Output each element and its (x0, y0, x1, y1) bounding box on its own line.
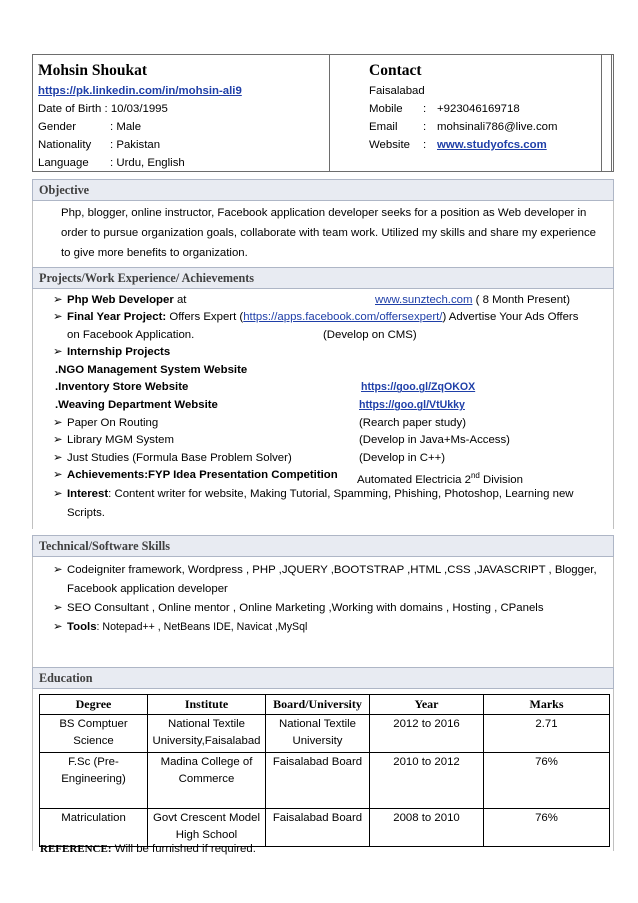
mobile-number: +923046169718 (437, 103, 520, 115)
list-item-achievements: ➢ Achievements:FYP Idea Presentation Competition Automated Electricia 2nd Division (53, 469, 523, 487)
arrow-bullet-icon: ➢ (53, 563, 63, 576)
candidate-name: Mohsin Shoukat (38, 62, 147, 79)
fyp-line-2: on Facebook Application. (Develop on CMS) (67, 328, 417, 341)
education-heading: Education (32, 667, 614, 689)
education-table (39, 694, 610, 847)
arrow-bullet-icon: ➢ (53, 294, 63, 306)
website-link[interactable]: www.studyofcs.com (437, 139, 547, 151)
personal-info (38, 60, 323, 172)
email-address: mohsinali786@live.com (437, 121, 558, 133)
city: Faisalabad (369, 85, 425, 97)
arrow-bullet-icon: ➢ (53, 620, 63, 633)
list-item-final-year-project: ➢ Final Year Project: Offers Expert (https://apps.facebook.com/offersexpert/) Advertise Your Ads Offers (33, 309, 613, 326)
arrow-bullet-icon: ➢ (53, 469, 63, 482)
frameworks-line-2: Facebook application developer (67, 582, 228, 595)
gender-row: Gender : Male (38, 121, 142, 133)
education-section (32, 689, 614, 851)
project-inventory: .Inventory Store Website https://goo.gl/ZqOKOX (33, 379, 613, 397)
table-row: Matriculation Govt Crescent Model High School Faisalabad Board 2008 to 2010 76% (40, 808, 610, 846)
linkedin-link[interactable]: https://pk.linkedin.com/in/mohsin-ali9 (38, 85, 242, 97)
objective-heading: Objective (32, 179, 614, 201)
resume-page (32, 54, 614, 851)
header-board: Board/University (266, 694, 370, 714)
contact-info (369, 60, 599, 154)
projects-section (32, 289, 614, 529)
header-border-right-outer (611, 55, 612, 171)
dob-row: Date of Birth : 10/03/1995 (38, 103, 168, 115)
offersexpert-link[interactable]: https://apps.facebook.com/offersexpert/ (243, 311, 443, 324)
header-divider (329, 55, 330, 171)
arrow-bullet-icon: ➢ (53, 346, 63, 359)
arrow-bullet-icon: ➢ (53, 311, 63, 324)
list-item-internship: ➢ Internship Projects (33, 344, 613, 361)
reference-text: Will be furnished if required. (114, 843, 256, 855)
reference-label: REFERENCE: (40, 843, 112, 855)
header-institute: Institute (148, 694, 266, 714)
list-item-tools: ➢ Tools: Notepad++ , NetBeans IDE, Navicat ,MySql (33, 618, 613, 637)
inventory-link[interactable]: https://goo.gl/ZqOKOX (361, 381, 476, 394)
mobile-row: Mobile : +923046169718 (369, 103, 520, 115)
interest-line-2: Scripts. (67, 506, 105, 519)
arrow-bullet-icon: ➢ (53, 434, 63, 447)
objective-text: Php, blogger, online instructor, Facebook application developer seeks for a position as Web developer in order to pursue organization goals, collaborate with team work. Utilized my skills and share my experience to give more benefits to organization. (61, 207, 596, 259)
header-degree: Degree (40, 694, 148, 714)
projects-heading: Projects/Work Experience/ Achievements (32, 267, 614, 289)
project-weaving: .Weaving Department Website https://goo.gl/VtUkky (33, 397, 613, 415)
table-row: BS Comptuer Science National Textile University,Faisalabad National Textile University 2012 to 2016 2.71 (40, 714, 610, 752)
project-ngo: .NGO Management System Website (55, 363, 248, 376)
nationality-row: Nationality : Pakistan (38, 139, 161, 151)
skills-heading: Technical/Software Skills (32, 535, 614, 557)
contact-title: Contact (369, 62, 422, 79)
arrow-bullet-icon: ➢ (53, 451, 63, 464)
list-item-seo: ➢ SEO Consultant , Online mentor , Online Marketing ,Working with domains , Hosting , CPanels (33, 599, 613, 618)
header-marks: Marks (484, 694, 610, 714)
list-item-routing: ➢ Paper On Routing (Rearch paper study) (33, 415, 613, 432)
sunztech-link[interactable]: www.sunztech.com (375, 294, 473, 306)
list-item-frameworks: ➢ Codeigniter framework, Wordpress , PHP ,JQUERY ,BOOTSTRAP ,HTML ,CSS ,JAVASCRIPT , Blogger, (33, 561, 613, 580)
header-box (32, 54, 614, 172)
arrow-bullet-icon: ➢ (53, 601, 63, 614)
skills-section (32, 557, 614, 659)
header-year: Year (370, 694, 484, 714)
email-row: Email : mohsinali786@live.com (369, 121, 558, 133)
website-row: Website : www.studyofcs.com (369, 139, 547, 151)
list-item-interest: ➢ Interest: Content writer for website, Making Tutorial, Spamming, Phishing, Photoshop, Learning new (33, 485, 613, 504)
table-row: F.Sc (Pre-Engineering) Madina College of Commerce Faisalabad Board 2010 to 2012 76% (40, 752, 610, 808)
list-item-just-studies: ➢ Just Studies (Formula Base Problem Solver) (Develop in C++) (33, 450, 613, 467)
reference-line (40, 843, 256, 855)
header-border-right (601, 55, 602, 171)
arrow-bullet-icon: ➢ (53, 417, 63, 430)
list-item-library: ➢ Library MGM System (Develop in Java+Ms-Access) (33, 432, 613, 449)
weaving-link[interactable]: https://goo.gl/VtUkky (359, 399, 465, 412)
list-item-php-developer: ➢ Php Web Developer at www.sunztech.com ( 8 Month Present) (33, 292, 613, 309)
objective-section (32, 201, 614, 267)
arrow-bullet-icon: ➢ (53, 487, 63, 500)
language-row: Language : Urdu, English (38, 157, 185, 169)
table-header-row (40, 694, 610, 714)
